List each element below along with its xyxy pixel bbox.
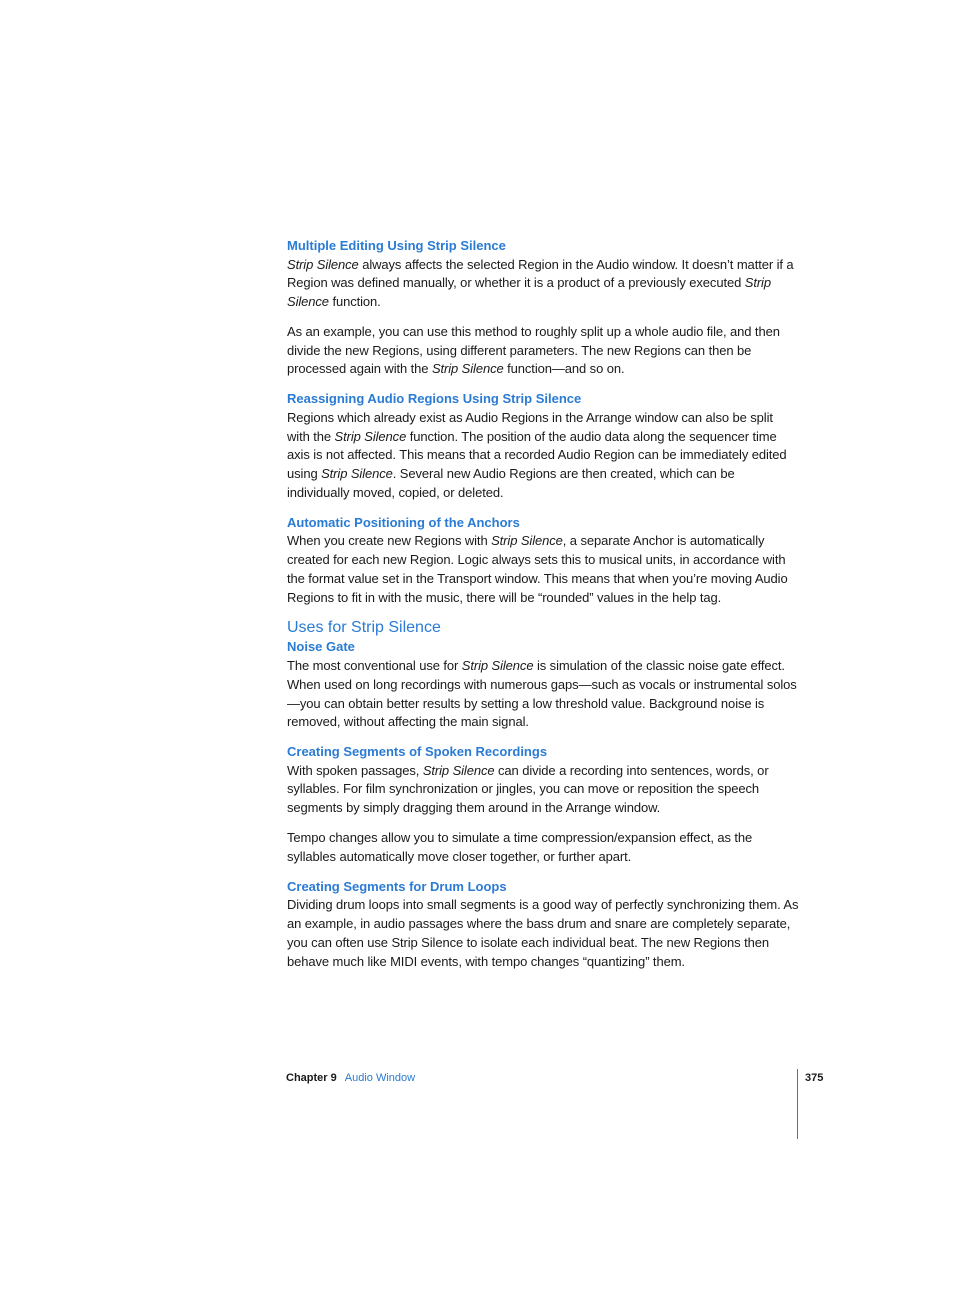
paragraph: Regions which already exist as Audio Regions in the Arrange window can also be split with the Strip Silence function. The position of the audio data along the sequencer time axis is not affected. This means that a recorded Audio Region can be immediately edited using Strip Silence. Several new Audio Regions are then created, which can be individually moved, copied, or deleted.	[287, 409, 787, 500]
italic-term: Strip Silence	[287, 256, 359, 272]
italic-term: Strip Silence	[491, 533, 563, 549]
italic-term: Strip Silence	[334, 428, 407, 444]
heading-multiple-editing: Multiple Editing Using Strip Silence	[287, 238, 506, 253]
footer	[286, 1070, 415, 1086]
italic-term: Strip Silence	[431, 361, 504, 377]
italic-term: Strip Silence	[287, 275, 771, 310]
paragraph: Tempo changes allow you to simulate a time compression/expansion effect, as the syllables automatically move closer together, or further apart.	[287, 830, 753, 864]
paragraph: With spoken passages, Strip Silence can divide a recording into sentences, words, or syllables. For film synchronization or jingles, you can move or reposition the speech segments by simply dragging them around in the Arrange window.	[287, 762, 769, 816]
heading-uses: Uses for Strip Silence	[287, 619, 441, 637]
paragraph: Dividing drum loops into small segments is a good way of perfectly synchronizing them. As an example, in audio passages where the bass drum and snare are completely separate, you can often use Strip Silence to isolate each individual beat. The new Regions then behave much like MIDI events, with tempo changes “quantizing” them.	[287, 897, 799, 969]
footer-rule	[797, 1069, 798, 1139]
paragraph: As an example, you can use this method to roughly split up a whole audio file, and then divide the new Regions, using different parameters. The new Regions can then be processed again with the Strip Silence function—and so on.	[287, 323, 780, 377]
heading-anchors: Automatic Positioning of the Anchors	[287, 514, 520, 530]
page-number: 375	[805, 1072, 824, 1084]
italic-term: Strip Silence	[422, 762, 495, 778]
footer-chapter-title: Audio Window	[344, 1072, 416, 1084]
footer-chapter: Chapter 9	[286, 1072, 337, 1084]
heading-spoken: Creating Segments of Spoken Recordings	[287, 744, 548, 760]
italic-term: Strip Silence	[321, 466, 393, 482]
heading-noise-gate: Noise Gate	[287, 639, 355, 655]
paragraph: Strip Silence always affects the selected Region in the Audio window. It doesn’t matter if a Region was defined manually, or whether it is a product of a previously executed Strip Silence function.	[287, 256, 794, 310]
heading-reassigning: Reassigning Audio Regions Using Strip Silence	[287, 391, 582, 407]
italic-term: Strip Silence	[461, 657, 534, 673]
paragraph: The most conventional use for Strip Silence is simulation of the classic noise gate effect. When used on long recordings with numerous gaps—such as vocals or instrumental solos—you can obtain better results by setting a low threshold value. Background noise is removed, without affecting the main signal.	[287, 657, 797, 730]
page-content	[287, 237, 799, 971]
paragraph: When you create new Regions with Strip Silence, a separate Anchor is automatically created for each new Region. Logic always sets this to musical units, in accordance with the format value set in the Transport window. This means that when you’re moving Audio Regions to fit in with the music, there will be “rounded” values in the help tag.	[287, 533, 788, 605]
heading-drum-loops: Creating Segments for Drum Loops	[287, 878, 507, 894]
